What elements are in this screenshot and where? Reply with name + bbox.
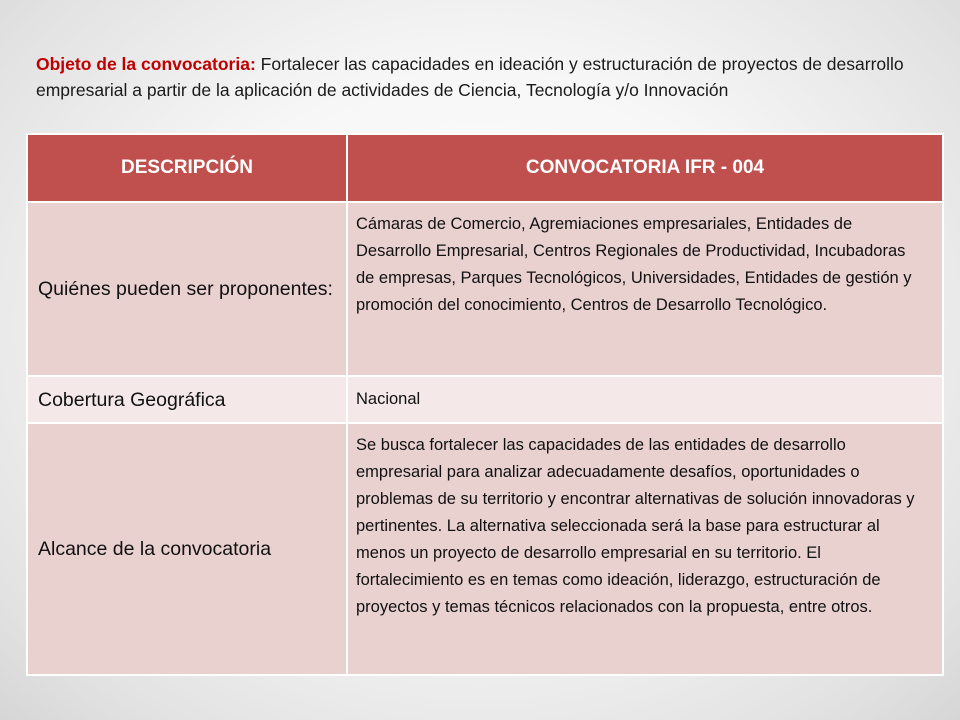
header-descripcion: DESCRIPCIÓN <box>27 134 347 202</box>
convocatoria-table <box>26 133 944 676</box>
row-value-cobertura: Nacional <box>347 376 943 423</box>
header-convocatoria: CONVOCATORIA IFR - 004 <box>347 134 943 202</box>
table-header-row <box>27 134 943 202</box>
row-label-alcance: Alcance de la convocatoria <box>27 423 347 675</box>
table-row-proponentes <box>27 202 943 376</box>
intro-text: Fortalecer las capacidades en ideación y estructuración de proyectos de desarrollo empresarial a partir de la aplicación de actividades de Ciencia, Tecnología y/o Innovación <box>36 53 904 100</box>
row-value-alcance: Se busca fortalecer las capacidades de las entidades de desarrollo empresarial para analizar adecuadamente desafíos, oportunidades o problemas de su territorio y encontrar alternativas de solución innovadoras y pertinentes. La alternativa seleccionada será la base para estructurar al menos un proyecto de desarrollo empresarial en su territorio. El fortalecimiento es en temas como ideación, liderazgo, estructuración de proyectos y temas técnicos relacionados con la propuesta, entre otros. <box>347 423 943 675</box>
row-label-proponentes: Quiénes pueden ser proponentes: <box>27 202 347 376</box>
table-row-cobertura <box>27 376 943 423</box>
row-label-cobertura: Cobertura Geográfica <box>27 376 347 423</box>
intro-paragraph <box>36 51 926 103</box>
row-value-proponentes: Cámaras de Comercio, Agremiaciones empresariales, Entidades de Desarrollo Empresarial, Centros Regionales de Productividad, Incubadoras de empresas, Parques Tecnológicos, Universidades, Entidades de gestión y promoción del conocimiento, Centros de Desarrollo Tecnológico. <box>347 202 943 376</box>
table-row-alcance <box>27 423 943 675</box>
intro-lead: Objeto de la convocatoria: <box>36 53 256 74</box>
